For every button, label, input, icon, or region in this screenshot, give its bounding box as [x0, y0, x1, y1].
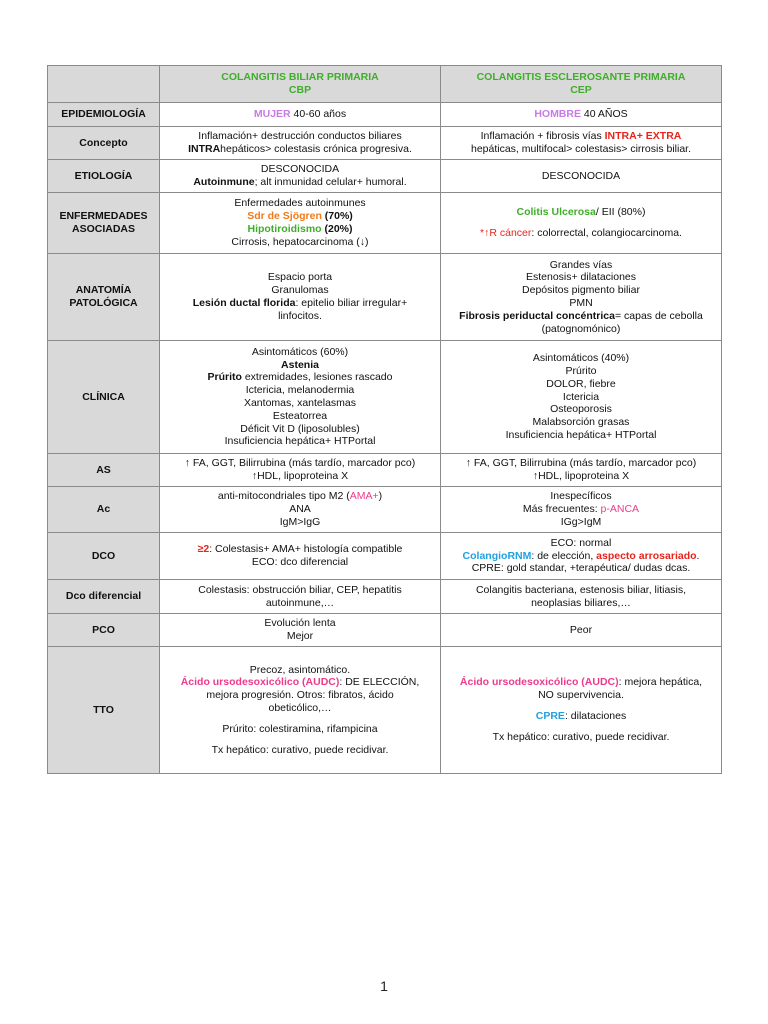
text-audc: Ácido ursodesoxicólico (AUDC)	[180, 676, 340, 689]
text-line: Tx hepático: curativo, puede recidivar.	[211, 743, 389, 756]
row-label-pco: PCO	[48, 614, 160, 647]
text-line	[447, 503, 715, 516]
text-line: Precoz, asintomático.	[249, 663, 351, 676]
text-line: PMN	[569, 297, 593, 309]
text-line: Ictericia	[562, 390, 600, 403]
text-line: ↑HDL, lipoproteina X	[251, 470, 349, 482]
text-line	[447, 676, 715, 689]
text-line: Xantomas, xantelasmas	[243, 397, 357, 409]
text-asterisk: *	[480, 227, 485, 239]
text-line: Enfermedades autoinmunes	[234, 197, 366, 210]
text-line	[447, 550, 715, 563]
text-fragment: / EII (80%)	[595, 206, 646, 219]
text-line: Estenosis+ dilataciones	[525, 271, 637, 284]
cbp-tto	[160, 647, 441, 774]
text-line: Evolución lenta	[264, 617, 336, 630]
row-anatomia	[48, 254, 722, 341]
text-fibrosis: Fibrosis periductal concéntrica	[459, 309, 615, 322]
text-line	[166, 210, 434, 223]
text-line: hepáticas, multifocal> colestasis> cirrosis biliar.	[470, 143, 691, 155]
row-ac	[48, 487, 722, 533]
text-fragment: = capas de cebolla	[614, 309, 703, 322]
row-label-dco: DCO	[48, 533, 160, 580]
header-cbp	[160, 66, 441, 103]
cep-abbrev: CEP	[570, 84, 592, 96]
text-line: CPRE: gold standar, +terapéutica/ dudas dcas.	[471, 562, 691, 575]
cbp-etiologia	[160, 160, 441, 193]
text-line	[447, 310, 715, 323]
row-label-as: AS	[48, 454, 160, 487]
text-line: ECO: dco diferencial	[251, 556, 349, 568]
cep-dco-diferencial	[441, 580, 722, 614]
text-line: Insuficiencia hepática+ HTPortal	[505, 428, 657, 441]
cbp-anatomia	[160, 254, 441, 341]
text-line: Malabsorción grasas	[532, 416, 630, 429]
row-epidemiologia	[48, 103, 722, 127]
text-line	[447, 227, 715, 240]
row-as	[48, 454, 722, 487]
cbp-pco	[160, 614, 441, 647]
row-dco-diferencial	[48, 580, 722, 614]
text-fragment: : de elección,	[531, 549, 597, 562]
header-corner-cell	[48, 66, 160, 103]
cep-enfermedades	[441, 193, 722, 254]
text-fragment: hepáticos> colestasis crónica progresiva.	[220, 143, 412, 155]
text-mujer: MUJER	[253, 108, 291, 121]
text-line: DOLOR, fiebre	[546, 377, 616, 390]
spacer	[166, 736, 434, 744]
cep-title: COLANGITIS ESCLEROSANTE PRIMARIA	[476, 71, 686, 84]
text-line	[166, 297, 434, 310]
cbp-epidemiologia	[160, 103, 441, 127]
text-line	[166, 543, 434, 556]
spacer	[447, 219, 715, 227]
text-line: Prúrito	[565, 365, 597, 377]
cep-as	[441, 454, 722, 487]
text-sjogren: Sdr de Sjögren	[247, 210, 322, 223]
text-line: Insuficiencia hepática+ HTPortal	[224, 435, 376, 448]
text-line: mejora progresión. Otros: fibratos, ácido	[206, 689, 394, 702]
text-fragment: Más frecuentes:	[522, 503, 601, 516]
text-riesgo-cancer: ↑R cáncer	[484, 227, 532, 239]
cep-tto	[441, 647, 722, 774]
text-line: Esteatorrea	[272, 409, 328, 422]
text-line: Colestasis: obstrucción biliar, CEP, hepatitis	[198, 583, 402, 596]
cep-pco: Peor	[441, 614, 722, 647]
text-line: Espacio porta	[267, 271, 333, 284]
text-line: Osteoporosis	[550, 403, 612, 416]
text-line: (patognomónico)	[541, 322, 621, 335]
text-fragment: : colorrectal, colangiocarcinoma.	[531, 227, 682, 239]
cep-anatomia	[441, 254, 722, 341]
text-line	[166, 143, 434, 156]
text-prurito: Prúrito	[207, 371, 242, 384]
cep-ac	[441, 487, 722, 533]
text-line: linfocitos.	[278, 309, 322, 322]
text-line: ↑ FA, GGT, Bilirrubina (más tardío, marcador pco)	[184, 457, 416, 470]
row-label-enfermedades: ENFERMEDADES ASOCIADAS	[48, 193, 160, 254]
text-line: ECO: normal	[550, 536, 612, 549]
spacer	[166, 715, 434, 723]
text-fragment: anti-mitocondriales tipo M2 (	[217, 490, 350, 503]
text-line	[166, 676, 434, 689]
text-line: Déficit Vit D (liposolubles)	[240, 422, 360, 435]
text-arrosariado: aspecto arrosariado	[596, 549, 697, 562]
text-line	[447, 710, 715, 723]
text-astenia: Astenia	[281, 358, 319, 371]
text-ge2: ≥2	[197, 543, 210, 556]
text-intra: INTRA	[188, 143, 221, 155]
cep-dco	[441, 533, 722, 580]
row-pco	[48, 614, 722, 647]
text-line: Depósitos pigmento biliar	[522, 284, 640, 297]
header-cep	[441, 66, 722, 103]
text-line: Prúrito: colestiramina, rifampicina	[222, 722, 378, 735]
text-line: autoinmune,…	[265, 596, 335, 609]
text-fragment: )	[378, 490, 383, 503]
cbp-as	[160, 454, 441, 487]
text-line: Asintomáticos (60%)	[251, 345, 349, 358]
row-label-concepto: Concepto	[48, 127, 160, 160]
cbp-dco	[160, 533, 441, 580]
row-label-tto: TTO	[48, 647, 160, 774]
text-line: Inespecíficos	[550, 490, 612, 503]
cbp-enfermedades	[160, 193, 441, 254]
row-label-anatomia: ANATOMÍA PATOLÓGICA	[48, 254, 160, 341]
text-fragment: : DE ELECCIÓN,	[339, 676, 420, 689]
text-line	[166, 223, 434, 236]
row-concepto	[48, 127, 722, 160]
row-label-dco-diferencial: Dco diferencial	[48, 580, 160, 614]
text-fragment: ; alt inmunidad celular+ humoral.	[254, 176, 407, 188]
text-hipotiroidismo: Hipotiroidismo	[247, 223, 322, 235]
cep-clinica	[441, 341, 722, 454]
table-header-row	[48, 66, 722, 103]
cbp-clinica	[160, 341, 441, 454]
comparison-table	[47, 65, 722, 774]
text-fragment: : mejora hepática,	[618, 676, 703, 689]
text-line: Ictericia, melanodermia	[245, 384, 355, 397]
text-colitis: Colitis Ulcerosa	[516, 206, 596, 219]
cbp-concepto	[160, 127, 441, 160]
text-line	[447, 206, 715, 219]
row-label-epidemiologia: EPIDEMIOLOGÍA	[48, 103, 160, 127]
row-label-clinica: CLÍNICA	[48, 341, 160, 454]
text-fragment: (70%)	[321, 210, 353, 223]
text-hombre: HOMBRE	[534, 108, 581, 121]
text-line: obeticólico,…	[268, 702, 332, 714]
cep-epidemiologia	[441, 103, 722, 127]
text-fragment: Inflamación + fibrosis vías	[480, 130, 605, 143]
row-label-etiologia: ETIOLOGÍA	[48, 160, 160, 193]
text-fragment: .	[696, 549, 700, 562]
text-intra-extra: INTRA+ EXTRA	[604, 130, 682, 143]
page-number: 1	[380, 978, 388, 994]
text-fragment: : dilataciones	[564, 710, 627, 722]
text-line: IgM>IgG	[279, 515, 321, 528]
cbp-title: COLANGITIS BILIAR PRIMARIA	[221, 71, 379, 84]
text-line: NO supervivencia.	[538, 689, 624, 702]
text-line: IGg>IgM	[560, 515, 602, 528]
text-fragment: : Colestasis+ AMA+ histología compatible	[209, 543, 403, 556]
text-line: ↑HDL, lipoproteina X	[532, 470, 630, 482]
text-audc: Ácido ursodesoxicólico (AUDC)	[459, 676, 619, 689]
cep-concepto	[441, 127, 722, 160]
row-clinica	[48, 341, 722, 454]
text-cpre: CPRE	[535, 710, 565, 722]
row-enfermedades	[48, 193, 722, 254]
text-colangiornm: ColangioRNM	[462, 549, 532, 562]
text-line	[166, 371, 434, 384]
text-fragment: : epitelio biliar irregular+	[295, 297, 408, 309]
text-line	[166, 490, 434, 503]
text-line: Mejor	[286, 630, 314, 642]
text-line: Grandes vías	[549, 258, 613, 271]
text-panca: p-ANCA	[600, 503, 640, 516]
text-line	[166, 176, 434, 189]
cbp-dco-diferencial	[160, 580, 441, 614]
text-line: Tx hepático: curativo, puede recidivar.	[492, 730, 670, 743]
cbp-ac	[160, 487, 441, 533]
text-line: Asintomáticos (40%)	[532, 352, 630, 365]
text-autoinmune: Autoinmune	[193, 176, 255, 188]
text-age-cbp: 40-60 años	[290, 108, 347, 121]
text-line	[447, 130, 715, 143]
cep-etiologia: DESCONOCIDA	[441, 160, 722, 193]
spacer	[447, 723, 715, 731]
text-lesion-ductal: Lesión ductal florida	[192, 297, 296, 309]
text-line: Inflamación+ destrucción conductos biliares	[198, 130, 402, 143]
spacer	[447, 702, 715, 710]
text-line: ↑ FA, GGT, Bilirrubina (más tardío, marcador pco)	[465, 457, 697, 470]
text-line: ANA	[289, 503, 311, 516]
text-age-cep: 40 AÑOS	[580, 108, 628, 121]
text-line: Colangitis bacteriana, estenosis biliar, litiasis,	[475, 583, 687, 596]
text-line: Granulomas	[271, 284, 329, 297]
text-line: Cirrosis, hepatocarcinoma (↓)	[231, 235, 369, 248]
row-label-ac: Ac	[48, 487, 160, 533]
row-dco	[48, 533, 722, 580]
cbp-abbrev: CBP	[288, 84, 312, 96]
text-ama: AMA+	[349, 490, 379, 503]
text-fragment: extremidades, lesiones rascado	[241, 371, 393, 384]
text-line: neoplasias biliares,…	[531, 596, 631, 609]
text-fragment: (20%)	[321, 223, 353, 235]
row-etiologia	[48, 160, 722, 193]
row-tto	[48, 647, 722, 774]
text-line: DESCONOCIDA	[260, 163, 340, 176]
